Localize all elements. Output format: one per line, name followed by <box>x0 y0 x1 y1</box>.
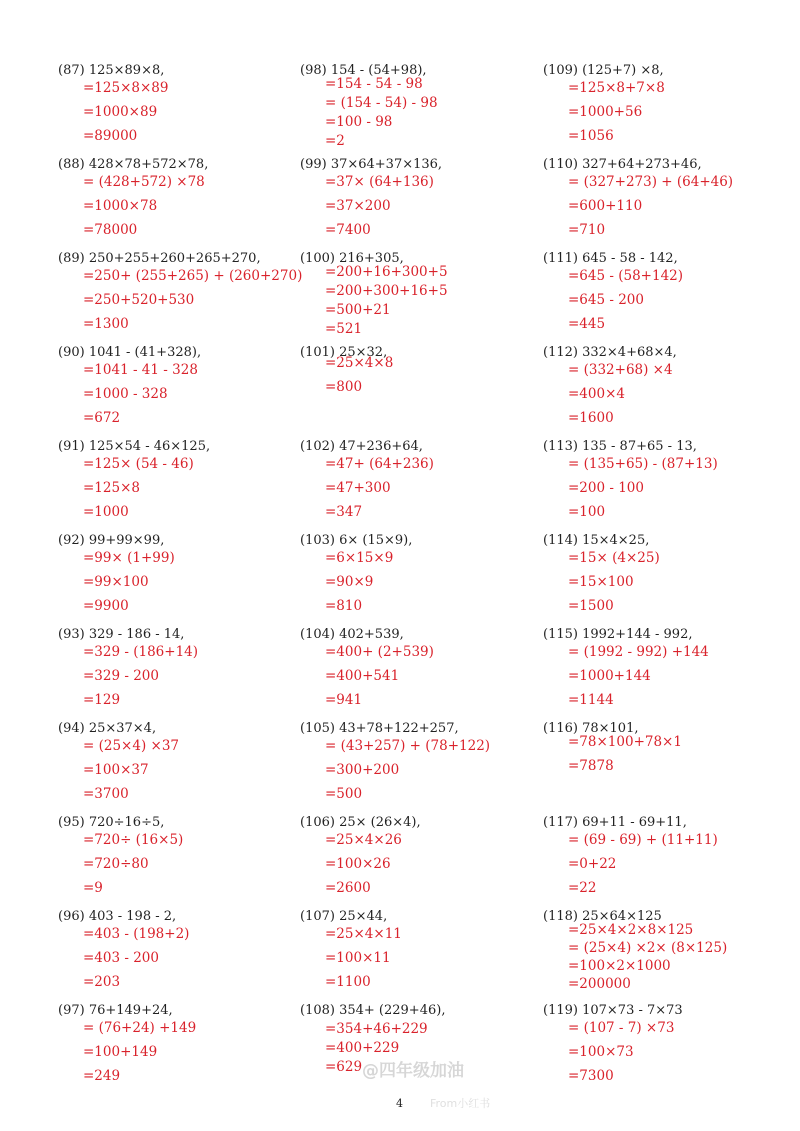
problem-question: (109) (125+7) ×8, <box>543 63 664 78</box>
solution-step: =249 <box>83 1068 121 1084</box>
solution-step: =200+16+300+5 <box>325 264 448 280</box>
solution-step: =9 <box>83 880 103 896</box>
solution-step: =672 <box>83 410 121 426</box>
problem-question: (88) 428×78+572×78, <box>58 157 209 172</box>
solution-step: =78×100+78×1 <box>568 734 682 750</box>
problem-question: (101) 25×32, <box>300 345 388 360</box>
problem-question: (118) 25×64×125 <box>543 909 662 924</box>
solution-step: =400+229 <box>325 1040 400 1056</box>
solution-step: =100×2×1000 <box>568 958 671 974</box>
solution-step: =100×37 <box>83 762 149 778</box>
problem-question: (110) 327+64+273+46, <box>543 157 702 172</box>
solution-step: = (76+24) +149 <box>83 1020 197 1036</box>
problem-question: (97) 76+149+24, <box>58 1003 173 1018</box>
solution-step: =100 - 98 <box>325 114 393 130</box>
solution-step: =200 - 100 <box>568 480 644 496</box>
solution-step: =1000×78 <box>83 198 158 214</box>
solution-step: =15×100 <box>568 574 634 590</box>
solution-step: = (107 - 7) ×73 <box>568 1020 675 1036</box>
solution-step: =125×8×89 <box>83 80 169 96</box>
problem-question: (106) 25× (26×4), <box>300 815 421 830</box>
solution-step: =200+300+16+5 <box>325 283 448 299</box>
page-number: 4 <box>396 1097 403 1110</box>
solution-step: =300+200 <box>325 762 400 778</box>
problem-question: (111) 645 - 58 - 142, <box>543 251 678 266</box>
solution-step: =1000 - 328 <box>83 386 168 402</box>
solution-step: =7400 <box>325 222 371 238</box>
problem-question: (93) 329 - 186 - 14, <box>58 627 185 642</box>
watermark: @四年级加油 <box>362 1061 464 1081</box>
solution-step: =100+149 <box>83 1044 158 1060</box>
solution-step: =100×11 <box>325 950 391 966</box>
solution-step: =250+ (255+265) + (260+270) <box>83 268 303 284</box>
problem-question: (117) 69+11 - 69+11, <box>543 815 687 830</box>
solution-step: =100×26 <box>325 856 391 872</box>
problem-question: (108) 354+ (229+46), <box>300 1003 446 1018</box>
solution-step: =9900 <box>83 598 129 614</box>
solution-step: =1000+144 <box>568 668 651 684</box>
problem-question: (114) 15×4×25, <box>543 533 650 548</box>
solution-step: =445 <box>568 316 606 332</box>
solution-step: =99× (1+99) <box>83 550 175 566</box>
solution-step: =941 <box>325 692 363 708</box>
solution-step: =1300 <box>83 316 129 332</box>
solution-step: =89000 <box>83 128 138 144</box>
solution-step: =1000+56 <box>568 104 643 120</box>
solution-step: =47+300 <box>325 480 391 496</box>
solution-step: = (69 - 69) + (11+11) <box>568 832 718 848</box>
problem-question: (99) 37×64+37×136, <box>300 157 443 172</box>
problem-question: (102) 47+236+64, <box>300 439 423 454</box>
solution-step: =15× (4×25) <box>568 550 660 566</box>
solution-step: =25×4×11 <box>325 926 402 942</box>
problem-question: (87) 125×89×8, <box>58 63 165 78</box>
solution-step: =800 <box>325 379 363 395</box>
solution-step: = (43+257) + (78+122) <box>325 738 491 754</box>
solution-step: =2600 <box>325 880 371 896</box>
problem-question: (119) 107×73 - 7×73 <box>543 1003 683 1018</box>
solution-step: =7300 <box>568 1068 614 1084</box>
solution-step: =125×8+7×8 <box>568 80 665 96</box>
solution-step: =200000 <box>568 976 631 992</box>
solution-step: = (154 - 54) - 98 <box>325 95 438 111</box>
problem-question: (104) 402+539, <box>300 627 404 642</box>
problem-question: (90) 1041 - (41+328), <box>58 345 202 360</box>
solution-step: = (327+273) + (64+46) <box>568 174 734 190</box>
solution-step: =90×9 <box>325 574 374 590</box>
problem-question: (96) 403 - 198 - 2, <box>58 909 177 924</box>
solution-step: =710 <box>568 222 606 238</box>
problem-question: (113) 135 - 87+65 - 13, <box>543 439 697 454</box>
solution-step: =25×4×2×8×125 <box>568 922 694 938</box>
solution-step: =3700 <box>83 786 129 802</box>
problem-question: (91) 125×54 - 46×125, <box>58 439 211 454</box>
solution-step: =400+541 <box>325 668 400 684</box>
solution-step: =1041 - 41 - 328 <box>83 362 198 378</box>
solution-step: =1600 <box>568 410 614 426</box>
solution-step: = (25×4) ×37 <box>83 738 179 754</box>
solution-step: =37×200 <box>325 198 391 214</box>
solution-step: = (428+572) ×78 <box>83 174 205 190</box>
solution-step: =403 - 200 <box>83 950 159 966</box>
problem-question: (98) 154 - (54+98), <box>300 63 427 78</box>
solution-step: =1056 <box>568 128 614 144</box>
solution-step: =2 <box>325 133 345 149</box>
solution-step: =99×100 <box>83 574 149 590</box>
solution-step: =329 - 200 <box>83 668 159 684</box>
solution-step: =100 <box>568 504 606 520</box>
solution-step: = (135+65) - (87+13) <box>568 456 718 472</box>
solution-step: =347 <box>325 504 363 520</box>
solution-step: =6×15×9 <box>325 550 394 566</box>
solution-step: =645 - 200 <box>568 292 644 308</box>
solution-step: =521 <box>325 321 363 337</box>
solution-step: = (25×4) ×2× (8×125) <box>568 940 728 956</box>
solution-step: =720÷80 <box>83 856 149 872</box>
solution-step: =400×4 <box>568 386 625 402</box>
solution-step: =1500 <box>568 598 614 614</box>
problem-question: (103) 6× (15×9), <box>300 533 413 548</box>
solution-step: = (1992 - 992) +144 <box>568 644 709 660</box>
solution-step: =500 <box>325 786 363 802</box>
solution-step: =37× (64+136) <box>325 174 434 190</box>
problem-question: (95) 720÷16÷5, <box>58 815 165 830</box>
problem-question: (89) 250+255+260+265+270, <box>58 251 261 266</box>
solution-step: =403 - (198+2) <box>83 926 190 942</box>
solution-step: =154 - 54 - 98 <box>325 76 423 92</box>
solution-step: =0+22 <box>568 856 617 872</box>
problem-question: (116) 78×101, <box>543 721 639 736</box>
solution-step: =25×4×26 <box>325 832 402 848</box>
solution-step: =129 <box>83 692 121 708</box>
solution-step: =400+ (2+539) <box>325 644 434 660</box>
solution-step: =500+21 <box>325 302 391 318</box>
solution-step: =600+110 <box>568 198 643 214</box>
solution-step: =1144 <box>568 692 614 708</box>
solution-step: =125×8 <box>83 480 140 496</box>
problem-question: (105) 43+78+122+257, <box>300 721 459 736</box>
problem-question: (115) 1992+144 - 992, <box>543 627 693 642</box>
solution-step: =25×4×8 <box>325 355 394 371</box>
problem-question: (100) 216+305, <box>300 251 404 266</box>
solution-step: =78000 <box>83 222 138 238</box>
solution-step: =629 <box>325 1059 363 1075</box>
solution-step: =329 - (186+14) <box>83 644 199 660</box>
solution-step: =1000 <box>83 504 129 520</box>
solution-step: =47+ (64+236) <box>325 456 434 472</box>
solution-step: =203 <box>83 974 121 990</box>
watermark-subtitle: From小红书 <box>430 1097 491 1110</box>
solution-step: =250+520+530 <box>83 292 195 308</box>
solution-step: =100×73 <box>568 1044 634 1060</box>
solution-step: =7878 <box>568 758 614 774</box>
solution-step: =720÷ (16×5) <box>83 832 184 848</box>
problem-question: (107) 25×44, <box>300 909 388 924</box>
solution-step: = (332+68) ×4 <box>568 362 673 378</box>
solution-step: =810 <box>325 598 363 614</box>
problem-question: (94) 25×37×4, <box>58 721 157 736</box>
problem-question: (92) 99+99×99, <box>58 533 165 548</box>
solution-step: =645 - (58+142) <box>568 268 684 284</box>
solution-step: =125× (54 - 46) <box>83 456 194 472</box>
solution-step: =1100 <box>325 974 371 990</box>
problem-question: (112) 332×4+68×4, <box>543 345 677 360</box>
solution-step: =1000×89 <box>83 104 158 120</box>
solution-step: =354+46+229 <box>325 1021 428 1037</box>
solution-step: =22 <box>568 880 597 896</box>
